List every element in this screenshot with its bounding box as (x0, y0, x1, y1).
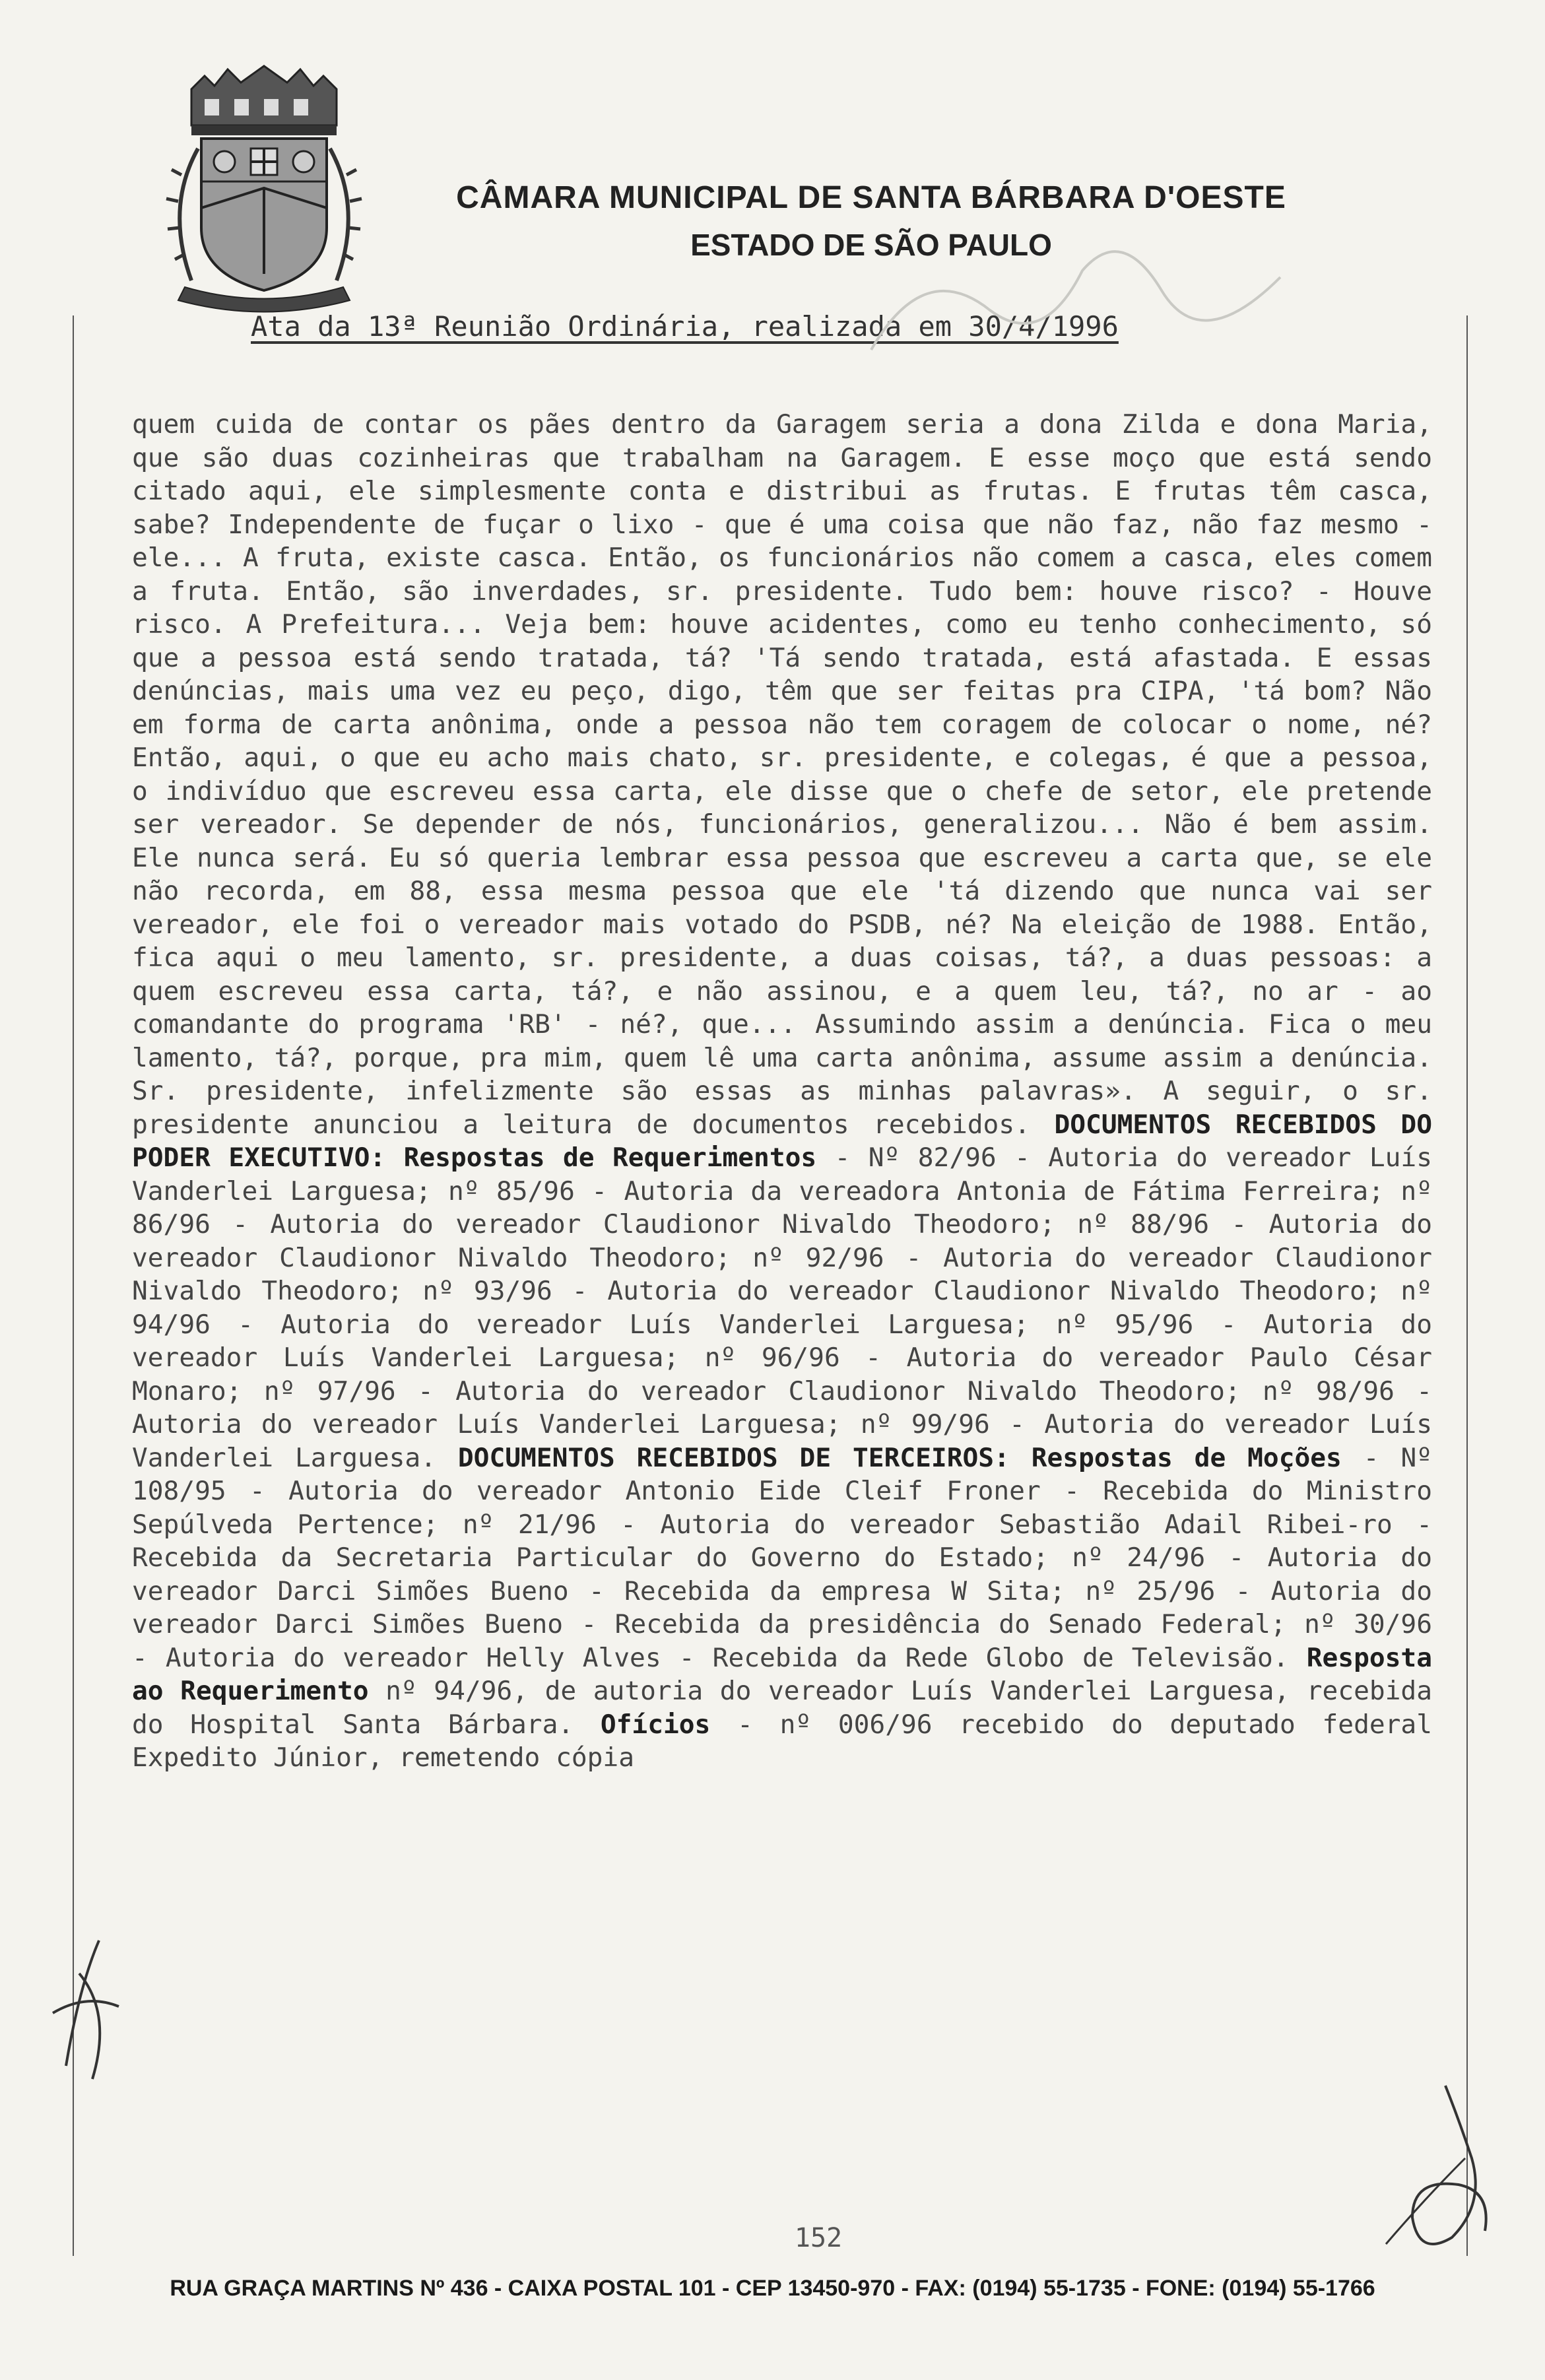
section-heading-request-reply: Resposta ao Requerimento (132, 1642, 1432, 1706)
section-heading-executive: DOCUMENTOS RECEBIDOS DO PODER EXECUTIVO: Respostas de Requerimentos (132, 1109, 1432, 1173)
body-segment: - nº 006/96 recebido do deputado federal Expedito Júnior, remetendo cópia (132, 1709, 1432, 1773)
state-name: ESTADO DE SÃO PAULO (690, 228, 1052, 262)
body-segment: - Nº 108/95 - Autoria do vereador Antonio Eide Cleif Froner - Recebida do Ministro Sepúlveda Pertence; nº 21/96 - Autoria do vereador Sebastião Adail Ribei-ro - Recebida da Secretaria Particular do Governo do Estado; nº 24/96 - Autoria do vereador Darci Simões Bueno - Recebida da empresa W Sita; nº 25/96 - Autoria do vereador Darci Simões Bueno - Recebida da presidência do Senado Federal; nº 30/96 - Autoria do vereador Helly Alves - Recebida da Rede Globo de Televisão. (132, 1442, 1433, 1673)
left-margin-initials-signature (40, 1934, 132, 2086)
municipal-coat-of-arms (152, 63, 376, 314)
page-number: 152 (794, 2223, 843, 2253)
right-margin-rule (1466, 315, 1468, 2256)
body-segment: nº 94/96, de autoria do vereador Luís Vanderlei Larguesa, recebida do Hospital Santa Bárbara. (132, 1676, 1432, 1740)
faint-background-signature (845, 231, 1307, 376)
section-heading-third-parties: DOCUMENTOS RECEBIDOS DE TERCEIROS: Respostas de Moções (457, 1442, 1342, 1473)
footer-address: RUA GRAÇA MARTINS Nº 436 - CAIXA POSTAL 101 - CEP 13450-970 - FAX: (0194) 55-1735 - FONE: (0194) 55-1766 (170, 2276, 1375, 2301)
institution-name: CÂMARA MUNICIPAL DE SANTA BÁRBARA D'OESTE (456, 180, 1286, 215)
section-heading-oficios: Ofícios (600, 1709, 711, 1740)
body-segment: quem cuida de contar os pães dentro da Garagem seria a dona Zilda e dona Maria, que são duas cozinheiras que trabalham na Garagem. E esse moço que está sendo citado aqui, ele simplesmente conta e distribui as frutas. E frutas têm casca, sabe? Independente de fuçar o lixo - que é uma coisa que não faz, não faz mesmo - ele... A fruta, existe casca. Então, os funcionários não comem a casca, eles comem a fruta. Então, são inverdades, sr. presidente. Tudo bem: houve risco? - Houve risco. A Prefeitura... Veja bem: houve acidentes, como eu tenho conhecimento, só que a pessoa está sendo tratada, tá? 'Tá sendo tratada, está afastada. E essas denúncias, mais uma vez eu peço, digo, têm que ser feitas pra CIPA, 'tá bom? Não em forma de carta anônima, onde a pessoa não tem coragem de colocar o nome, né? Então, aqui, o que eu acho mais chato, sr. presidente, e colegas, é que a pessoa, o indivíduo que escreveu essa carta, ele disse que o chefe de setor, ele pretende ser vereador. Se depender de nós, funcionários, generalizou... Não é bem assim. Ele nunca será. Eu só queria lembrar essa pessoa que escreveu a carta que, se ele não recorda, em 88, essa mesma pessoa que ele 'tá dizendo que nunca vai ser vereador, ele foi o vereador mais votado do PSDB, né? Na eleição de 1988. Então, fica aqui o meu lamento, sr. presidente, a duas coisas, tá?, a duas pessoas: a quem escreveu essa carta, tá?, e não assinou, e a quem leu, tá?, no ar - ao comandante do programa 'RB' - né?, que... Assumindo assim a denúncia. Fica o meu lamento, tá?, porque, pra mim, quem lê uma carta anônima, assume assim a denúncia. Sr. presidente, infelizmente são essas as minhas palavras». A seguir, o sr. presidente anunciou a leitura de documentos recebidos. (132, 409, 1432, 1140)
minutes-title: Ata da 13ª Reunião Ordinária, realizada em 30/4/1996 (251, 310, 1119, 343)
minutes-body (132, 408, 1432, 1775)
right-margin-signature (1373, 2079, 1498, 2251)
body-segment: - Nº 82/96 - Autoria do vereador Luís Vanderlei Larguesa; nº 85/96 - Autoria da vereadora Antonia de Fátima Ferreira; nº 86/96 - Autoria do vereador Claudionor Nivaldo Theodoro; nº 88/96 - Autoria do vereador Claudionor Nivaldo Theodoro; nº 92/96 - Autoria do vereador Claudionor Nivaldo Theodoro; nº 93/96 - Autoria do vereador Claudionor Nivaldo Theodoro; nº 94/96 - Autoria do vereador Luís Vanderlei Larguesa; nº 95/96 - Autoria do vereador Luís Vanderlei Larguesa; nº 96/96 - Autoria do vereador Paulo César Monaro; nº 97/96 - Autoria do vereador Claudionor Nivaldo Theodoro; nº 98/96 - Autoria do vereador Luís Vanderlei Larguesa; nº 99/96 - Autoria do vereador Luís Vanderlei Larguesa. (132, 1142, 1432, 1473)
